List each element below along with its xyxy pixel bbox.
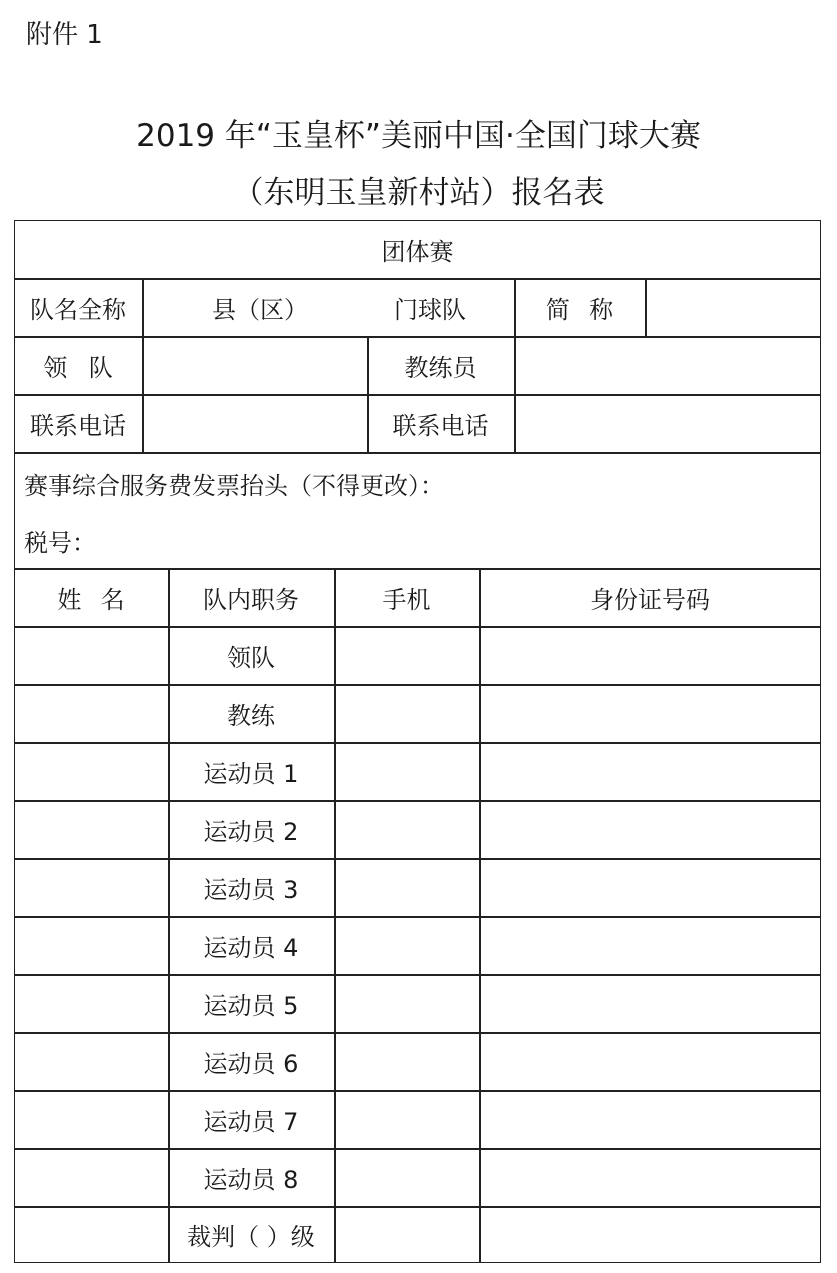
grid-line <box>334 568 336 1263</box>
table-row-role: 运动员 2 <box>203 817 299 846</box>
table-row-role: 运动员 1 <box>203 759 299 788</box>
team-full-name-label: 队名全称 <box>30 295 126 324</box>
team-leader-label: 领队 <box>43 353 135 382</box>
coach-input[interactable] <box>516 337 820 393</box>
column-header-name: 姓名 <box>57 585 144 614</box>
table-row-role: 领队 <box>227 643 275 672</box>
table-row-role: 运动员 5 <box>203 991 299 1020</box>
grid-line <box>14 626 821 628</box>
contact-phone-label: 联系电话 <box>30 411 126 440</box>
form-title-line-1: 2019 年“玉皇杯”美丽中国·全国门球大赛 <box>136 118 701 154</box>
tax-number-label: 税号： <box>24 528 96 557</box>
county-label: 县（区） <box>212 295 308 324</box>
attachment-label: 附件 1 <box>26 20 103 50</box>
table-row-role: 运动员 6 <box>203 1049 299 1078</box>
team-leader-input[interactable] <box>144 337 366 393</box>
short-name-label: 简称 <box>545 295 633 324</box>
grid-line <box>14 1090 821 1092</box>
section-header-team-competition: 团体赛 <box>381 237 454 266</box>
table-row-role: 运动员 7 <box>203 1107 299 1136</box>
gateball-team-label: 门球队 <box>394 295 466 324</box>
grid-line <box>479 568 481 1263</box>
grid-line <box>14 1032 821 1034</box>
grid-line <box>14 858 821 860</box>
invoice-title-label: 赛事综合服务费发票抬头（不得更改）： <box>24 471 444 500</box>
contact-phone-label: 联系电话 <box>392 411 489 440</box>
column-header-id-number: 身份证号码 <box>590 585 710 614</box>
grid-line <box>14 684 821 686</box>
coach-label: 教练员 <box>404 353 477 382</box>
grid-line <box>14 974 821 976</box>
grid-line <box>14 1148 821 1150</box>
table-row-role: 教练 <box>227 701 275 730</box>
contact-phone-input[interactable] <box>516 395 820 451</box>
grid-line <box>14 800 821 802</box>
grid-line <box>14 916 821 918</box>
table-row-role: 运动员 3 <box>203 875 299 904</box>
short-name-input[interactable] <box>646 279 820 335</box>
grid-line <box>14 742 821 744</box>
form-title-line-2: （东明玉皇新村站）报名表 <box>232 175 605 211</box>
table-row-role: 运动员 8 <box>203 1165 299 1194</box>
column-header-phone: 手机 <box>382 585 431 614</box>
grid-line <box>14 1206 821 1208</box>
column-header-role: 队内职务 <box>203 585 299 614</box>
contact-phone-input[interactable] <box>144 395 366 451</box>
table-row-role: 运动员 4 <box>203 933 299 962</box>
table-row-role: 裁判（ ）级 <box>187 1223 315 1251</box>
